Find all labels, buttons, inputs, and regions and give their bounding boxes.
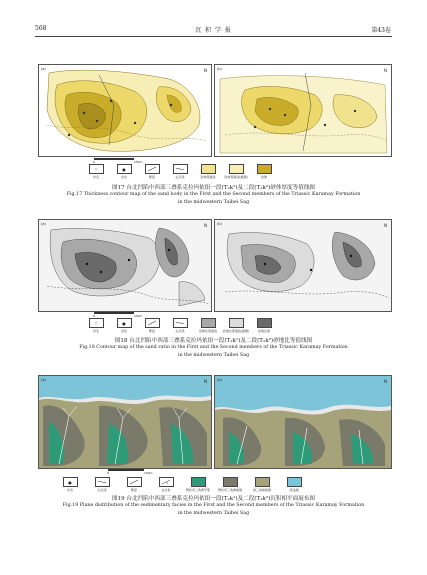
- north-arrow: N: [204, 223, 207, 228]
- page-number: 568: [35, 25, 47, 32]
- fig18-legend: [84, 318, 276, 333]
- scale-tick: 0: [93, 314, 95, 318]
- legend-item: 辫状河三角洲平原: [186, 477, 210, 492]
- north-arrow: N: [204, 379, 207, 384]
- legend-item: 古水系: [154, 477, 178, 492]
- map-label-b: (b): [217, 378, 222, 382]
- fig19-map-right: [214, 375, 392, 469]
- scale-tick: 15km: [134, 160, 143, 164]
- legend-item: 扇三角洲前缘: [250, 477, 274, 492]
- map-label-a: (a): [41, 67, 46, 71]
- legend-item: ○ 井名: [84, 164, 108, 179]
- legend-item: 砂地比等值线: [196, 318, 220, 333]
- fig19-map-left: [38, 375, 212, 469]
- legend-item: 尖灭线: [90, 477, 114, 492]
- fig17-map-right: [214, 64, 392, 157]
- north-arrow: N: [384, 379, 387, 384]
- fig19-caption-en: Fig.19 Plane distribution of the sedimentary facies in the First and the Second members of the Triassic Karamay Formation: [62, 503, 365, 508]
- legend-item: 砂体等值线(推测): [224, 164, 248, 179]
- fig17-caption-en: Fig.17 Thickness contour map of the sand body in the First and the Second members of the Triassic Karamay Formation: [66, 192, 361, 197]
- fig19-caption-en-2: in the midwestern Taibei Sag: [177, 511, 250, 516]
- fig17-map-left: [38, 64, 212, 157]
- journal-title: 沉 积 学 报: [195, 27, 232, 34]
- fig17-legend: [84, 164, 276, 179]
- scale-tick: 15km: [134, 314, 143, 318]
- legend-item: 断层: [140, 164, 164, 179]
- north-arrow: N: [204, 68, 207, 73]
- legend-item: 尖灭线: [168, 164, 192, 179]
- header-rule: [35, 36, 392, 37]
- map-label-a: (a): [41, 222, 46, 226]
- legend-item: 砂厚: [252, 164, 276, 179]
- fig18-caption-en: Fig.18 Contour map of the sand ratio in the First and the Second members of the Triassic Karamay Formation: [79, 345, 348, 350]
- legend-item: ○ 井名: [84, 318, 108, 333]
- legend-item: 断层: [140, 318, 164, 333]
- fig18-caption-en-2: in the midwestern Taibei Sag: [177, 353, 250, 358]
- legend-item: 砂地比等值线(推测): [224, 318, 248, 333]
- fig18-map-right: [214, 219, 392, 312]
- scale-bar: [94, 312, 134, 314]
- scale-tick: 0: [107, 471, 109, 475]
- scale-tick: 0: [93, 160, 95, 164]
- legend-item: 断层: [122, 477, 146, 492]
- map-label-b: (b): [217, 222, 222, 226]
- scale-bar: [94, 158, 134, 160]
- legend-item: 滨浅湖: [282, 477, 306, 492]
- fig17-caption-cn: 图17 台北凹陷中西部三叠系克拉玛依组一段(T₂k¹)及二段(T₂k²)砂体厚度等值线图: [111, 185, 316, 191]
- north-arrow: N: [384, 68, 387, 73]
- fig18-map-left: [38, 219, 212, 312]
- north-arrow: N: [384, 223, 387, 228]
- scale-bar: [108, 469, 144, 471]
- legend-item: 辫状河三角洲前缘: [218, 477, 242, 492]
- legend-item: 砂地比值: [252, 318, 276, 333]
- legend-item: ● 井位: [112, 318, 136, 333]
- map-label-a: (a): [41, 378, 46, 382]
- legend-item: 砂体等值线: [196, 164, 220, 179]
- fig19-legend: [58, 477, 306, 492]
- map-label-b: (b): [217, 67, 222, 71]
- fig18-caption-cn: 图18 台北凹陷中西部三叠系克拉玛依组一段(T₂k¹)及二段(T₂k²)砂地比等值线图: [114, 338, 313, 344]
- volume-label: 第43卷: [371, 27, 391, 34]
- fig19-caption-cn: 图19 台北凹陷中西部三叠系克拉玛依组一段(T₂k¹)及二段(T₂k²)沉积相平面展布图: [111, 496, 316, 502]
- fig17-caption-en-2: in the midwestern Taibei Sag: [177, 200, 250, 205]
- legend-item: ● 井名: [58, 477, 82, 492]
- legend-item: ● 井位: [112, 164, 136, 179]
- scale-tick: 15km: [144, 471, 153, 475]
- legend-item: 尖灭线: [168, 318, 192, 333]
